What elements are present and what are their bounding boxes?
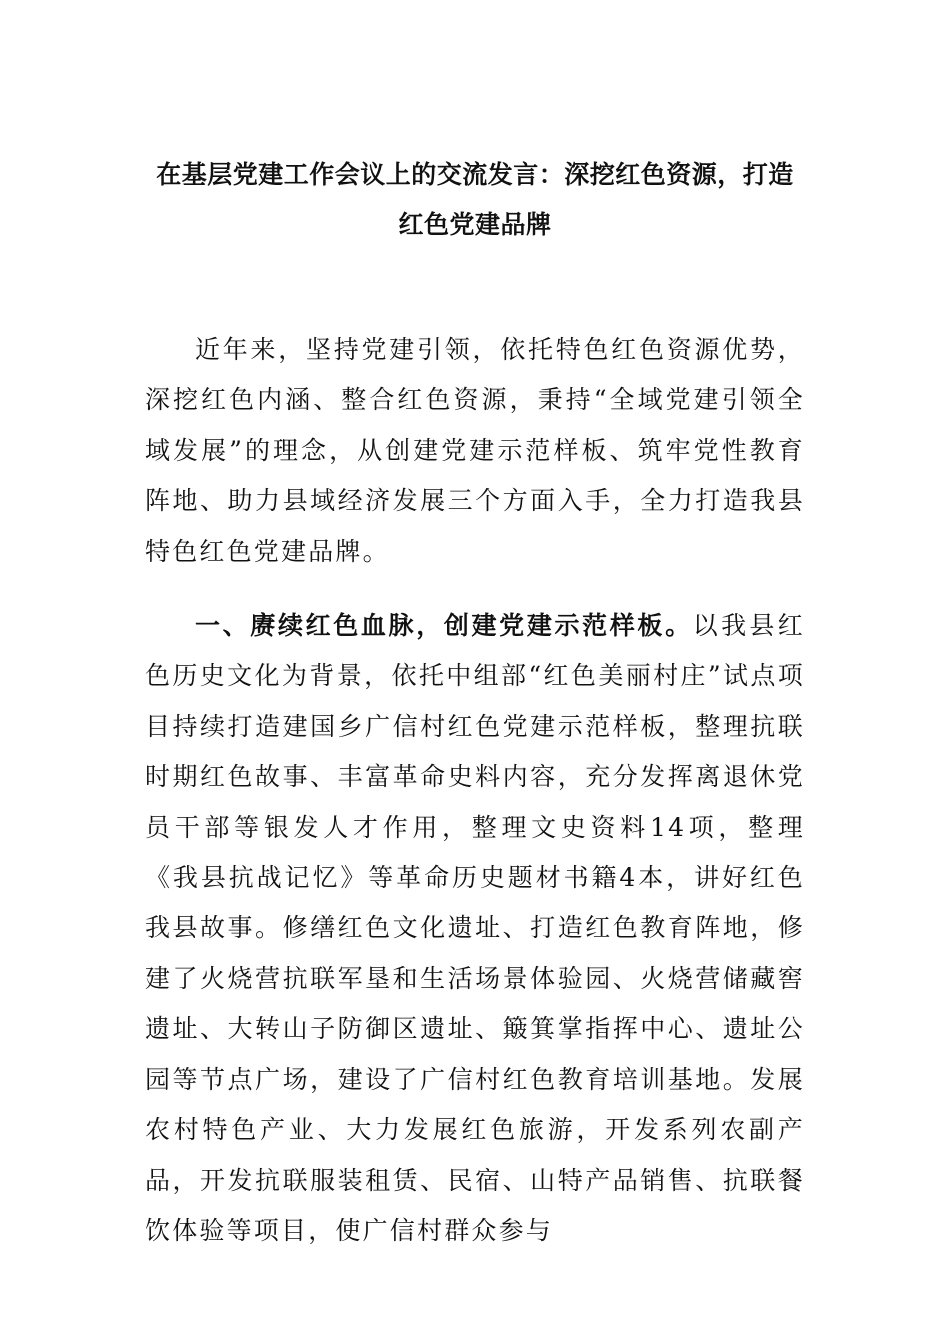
intro-paragraph: 近年来，坚持党建引领，依托特色红色资源优势，深挖红色内涵、整合红色资源，秉持“全域党建引领全域发展”的理念，从创建党建示范样板、筑牢党性教育阵地、助力县域经济发展三个方面入手，全力打造我县特色红色党建品牌。 [145, 335, 805, 566]
document-body [145, 325, 805, 1256]
section-1-heading: 一、赓续红色血脉，创建党建示范样板。 [195, 611, 693, 641]
title-line-2: 红色党建品牌 [398, 210, 552, 239]
section-1-paragraph [145, 601, 805, 1256]
document-title [120, 150, 830, 250]
section-1-body: 以我县红色历史文化为背景，依托中组部“红色美丽村庄”试点项目持续打造建国乡广信村红色党建示范样板，整理抗联时期红色故事、丰富革命史料内容，充分发挥离退休党员干部等银发人才作用，整理文史资料14项，整理《我县抗战记忆》等革命历史题材书籍4本，讲好红色我县故事。修缮红色文化遗址、打造红色教育阵地，修建了火烧营抗联军垦和生活场景体验园、火烧营储藏窖遗址、大转山子防御区遗址、簸箕掌指挥中心、遗址公园等节点广场，建设了广信村红色教育培训基地。发展农村特色产业、大力发展红色旅游，开发系列农副产品，开发抗联服装租赁、民宿、山特产品销售、抗联餐饮体验等项目，使广信村群众参与 [145, 611, 805, 1245]
title-line-1: 在基层党建工作会议上的交流发言：深挖红色资源，打造 [156, 160, 794, 189]
